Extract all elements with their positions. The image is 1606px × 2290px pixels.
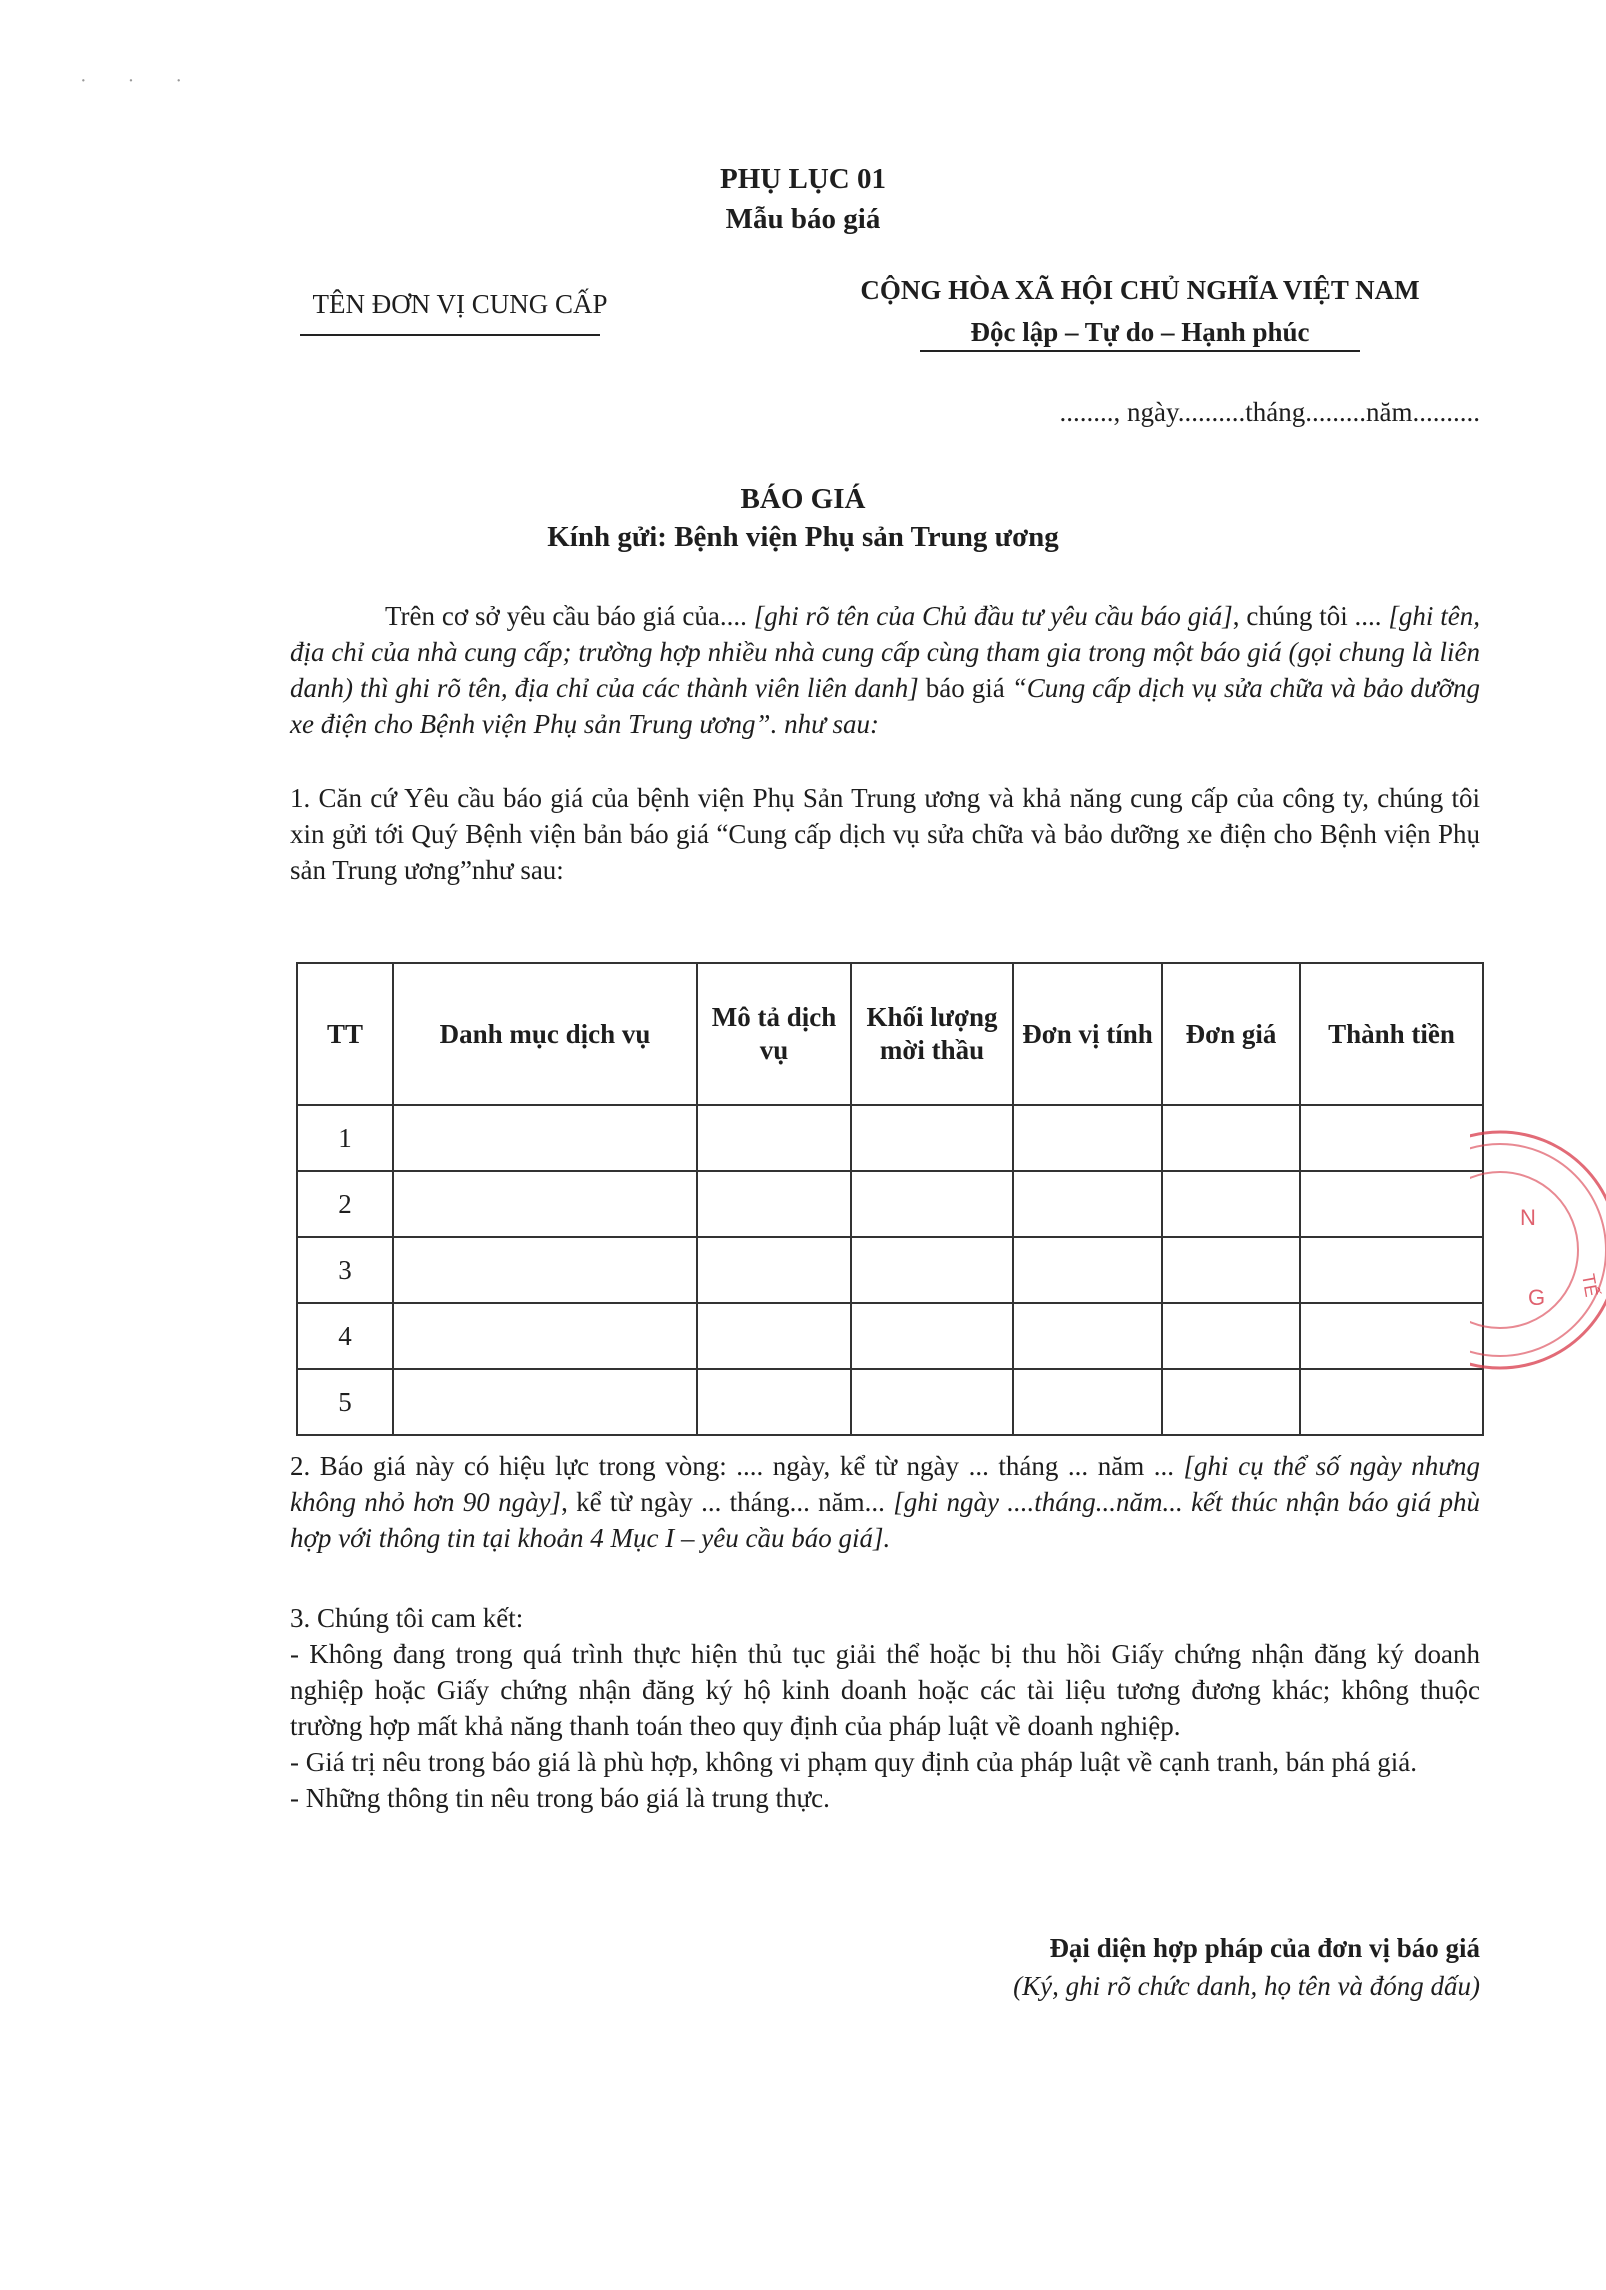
intro-service-name: “Cung cấp dịch vụ sửa chữa và bảo dưỡng xe điện cho Bệnh viện Phụ sản Trung ương”. như sau: bbox=[290, 673, 1480, 739]
cell-volume bbox=[851, 1369, 1013, 1435]
cell-total bbox=[1300, 1105, 1483, 1171]
table-row bbox=[297, 1171, 1483, 1237]
validity-placeholder-date: [ghi ngày ....tháng...năm... kết thúc nhận báo giá phù hợp với thông tin tại khoản 4 Mục I – yêu cầu báo giá]. bbox=[290, 1487, 1481, 1553]
intro-text: báo giá bbox=[918, 673, 1012, 703]
cell-service bbox=[393, 1171, 697, 1237]
cell-description bbox=[697, 1171, 851, 1237]
cell-price bbox=[1162, 1105, 1300, 1171]
cell-service bbox=[393, 1237, 697, 1303]
header-total: Thành tiền bbox=[1300, 963, 1483, 1105]
scan-marks: · · · bbox=[80, 70, 200, 92]
cell-total bbox=[1300, 1171, 1483, 1237]
row-number: 4 bbox=[297, 1303, 393, 1369]
cell-description bbox=[697, 1237, 851, 1303]
header-price: Đơn giá bbox=[1162, 963, 1300, 1105]
stamp-fragment: N bbox=[1520, 1205, 1536, 1230]
cell-unit bbox=[1013, 1369, 1162, 1435]
cell-volume bbox=[851, 1237, 1013, 1303]
cell-unit bbox=[1013, 1303, 1162, 1369]
supplier-underline bbox=[300, 334, 600, 336]
row-number: 3 bbox=[297, 1237, 393, 1303]
motto-underline bbox=[920, 350, 1360, 352]
cell-price bbox=[1162, 1237, 1300, 1303]
row-number: 2 bbox=[297, 1171, 393, 1237]
appendix-title: PHỤ LỤC 01 bbox=[720, 163, 886, 195]
table-row bbox=[297, 1303, 1483, 1369]
date-line: ........, ngày..........tháng.........năm.......... bbox=[1059, 397, 1480, 427]
cell-price bbox=[1162, 1171, 1300, 1237]
cell-description bbox=[697, 1303, 851, 1369]
cell-volume bbox=[851, 1171, 1013, 1237]
cell-price bbox=[1162, 1303, 1300, 1369]
stamp-fragment: TẾ bbox=[1578, 1272, 1602, 1299]
cell-description bbox=[697, 1369, 851, 1435]
intro-text: , chúng tôi .... bbox=[1232, 601, 1389, 631]
item-2-paragraph bbox=[290, 1448, 1480, 1556]
red-stamp-seal bbox=[1470, 1125, 1606, 1375]
validity-placeholder-days: [ghi cụ thể số ngày nhưng không nhỏ hơn 90 ngày] bbox=[290, 1451, 1480, 1517]
header-description: Mô tả dịch vụ bbox=[697, 963, 851, 1105]
row-number: 1 bbox=[297, 1105, 393, 1171]
cell-service bbox=[393, 1105, 697, 1171]
stamp-icon bbox=[1470, 1125, 1606, 1375]
signature-title: Đại diện hợp pháp của đơn vị báo giá bbox=[1049, 1933, 1480, 1963]
intro-placeholder-investor: [ghi rõ tên của Chủ đầu tư yêu cầu báo giá] bbox=[753, 601, 1233, 631]
stamp-fragment: G bbox=[1528, 1285, 1546, 1310]
cell-volume bbox=[851, 1105, 1013, 1171]
cell-volume bbox=[851, 1303, 1013, 1369]
cell-price bbox=[1162, 1369, 1300, 1435]
cell-unit bbox=[1013, 1171, 1162, 1237]
row-number: 5 bbox=[297, 1369, 393, 1435]
cell-total bbox=[1300, 1303, 1483, 1369]
header-unit: Đơn vị tính bbox=[1013, 963, 1162, 1105]
cell-total bbox=[1300, 1369, 1483, 1435]
cell-total bbox=[1300, 1237, 1483, 1303]
commitment-item: - Những thông tin nêu trong báo giá là trung thực. bbox=[290, 1783, 830, 1813]
cell-unit bbox=[1013, 1105, 1162, 1171]
commitments-title: 3. Chúng tôi cam kết: bbox=[290, 1603, 524, 1633]
item-3-commitments bbox=[290, 1600, 1480, 1816]
validity-text: , kể từ ngày ... tháng... năm... bbox=[561, 1487, 894, 1517]
intro-paragraph bbox=[290, 598, 1480, 742]
cell-description bbox=[697, 1105, 851, 1171]
item-1-paragraph: 1. Căn cứ Yêu cầu báo giá của bệnh viện Phụ Sản Trung ương và khả năng cung cấp của công ty, chúng tôi xin gửi tới Quý Bệnh viện bản báo giá “Cung cấp dịch vụ sửa chữa và bảo dưỡng xe điện cho Bệnh viện Phụ sản Trung ương”như sau: bbox=[290, 783, 1480, 885]
validity-text: 2. Báo giá này có hiệu lực trong vòng: .... ngày, kể từ ngày ... tháng ... năm ... bbox=[290, 1451, 1184, 1481]
commitment-item: - Không đang trong quá trình thực hiện thủ tục giải thể hoặc bị thu hồi Giấy chứng nhận đăng ký doanh nghiệp hoặc Giấy chứng nhận đăng ký hộ kinh doanh hoặc các tài liệu tương đương khác; không thuộc trường hợp mất khả năng thanh toán theo quy định của pháp luật về doanh nghiệp. bbox=[290, 1639, 1480, 1741]
intro-placeholder-supplier: [ghi tên, địa chỉ của nhà cung cấp; trường hợp nhiều nhà cung cấp cùng tham gia trong một báo giá (gọi chung là liên danh) thì ghi rõ tên, địa chỉ của các thành viên liên danh] bbox=[290, 601, 1480, 703]
header-tt: TT bbox=[297, 963, 393, 1105]
nation-name: CỘNG HÒA XÃ HỘI CHỦ NGHĨA VIỆT NAM bbox=[860, 275, 1420, 305]
table-row bbox=[297, 1105, 1483, 1171]
cell-service bbox=[393, 1303, 697, 1369]
intro-text: Trên cơ sở yêu cầu báo giá của.... bbox=[385, 601, 754, 631]
cell-unit bbox=[1013, 1237, 1162, 1303]
commitment-item: - Giá trị nêu trong báo giá là phù hợp, không vi phạm quy định của pháp luật về cạnh tranh, bán phá giá. bbox=[290, 1747, 1417, 1777]
quote-table bbox=[296, 962, 1484, 1436]
supplier-name: TÊN ĐƠN VỊ CUNG CẤP bbox=[312, 289, 608, 319]
cell-service bbox=[393, 1369, 697, 1435]
table-row bbox=[297, 1237, 1483, 1303]
recipient-line: Kính gửi: Bệnh viện Phụ sản Trung ương bbox=[547, 521, 1059, 553]
signature-note: (Ký, ghi rõ chức danh, họ tên và đóng dấu) bbox=[1013, 1971, 1480, 2001]
nation-motto: Độc lập – Tự do – Hạnh phúc bbox=[970, 317, 1310, 347]
header-service: Danh mục dịch vụ bbox=[393, 963, 697, 1105]
quote-heading: BÁO GIÁ bbox=[740, 483, 866, 515]
table-row bbox=[297, 1369, 1483, 1435]
header-volume: Khối lượng mời thầu bbox=[851, 963, 1013, 1105]
table-header-row bbox=[297, 963, 1483, 1105]
appendix-subtitle: Mẫu báo giá bbox=[725, 203, 881, 235]
